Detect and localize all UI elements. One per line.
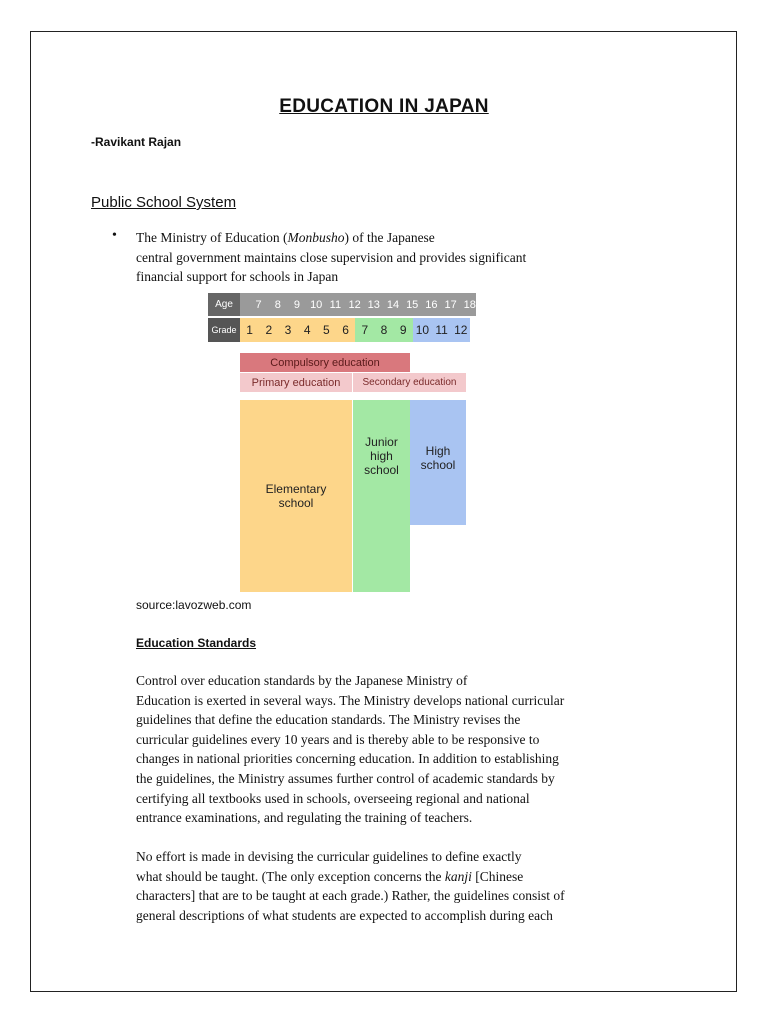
bullet-line: central government maintains close supervision and provides significant (136, 249, 527, 265)
grade-cell: 2 (259, 318, 278, 342)
paragraph-line: Control over education standards by the Japanese Ministry of (136, 673, 468, 688)
bullet-line: financial support for schools in Japan (136, 269, 339, 284)
paragraph-line: entrance examinations, and regulating the training of teachers. (136, 810, 473, 826)
bullet-icon: • (112, 228, 117, 243)
high-school-block (410, 400, 466, 525)
paragraph-standards (136, 671, 656, 828)
paragraph-guidelines (136, 847, 656, 925)
paragraph-line: characters] that are to be taught at each grade.) Rather, the guidelines consist of (136, 888, 565, 904)
paragraph-line: Education is exerted in several ways. The Ministry develops national curricular (136, 692, 565, 708)
age-cell: 9 (293, 298, 301, 311)
paragraph-line: general descriptions of what students are expected to accomplish during each (136, 907, 553, 923)
junior-high-school-label: Junior high school (364, 435, 399, 477)
age-cell: 15 (406, 298, 419, 311)
paragraph-line: curricular guidelines every 10 years and is thereby able to be responsive to (136, 731, 540, 747)
compulsory-education-band: Compulsory education (240, 353, 410, 372)
age-cell: 17 (444, 298, 457, 311)
paragraph-line: changes in national priorities concerning education. In addition to establishing (136, 751, 559, 767)
paragraph-line: certifying all textbooks used in schools, overseeing regional and national (136, 790, 530, 806)
age-cell: 8 (274, 298, 281, 311)
document-title: EDUCATION IN JAPAN (279, 96, 489, 117)
grade-header: Grade (208, 318, 240, 342)
age-header: Age (208, 293, 240, 316)
age-cell: 14 (386, 298, 400, 311)
grade-cell: 9 (394, 318, 413, 342)
education-standards-heading: Education Standards (136, 636, 257, 650)
grade-cell: 4 (298, 318, 317, 342)
junior-high-school-block (353, 400, 410, 592)
age-cell: 12 (348, 298, 361, 311)
paragraph-line: the guidelines, the Ministry assumes further control of academic standards by (136, 770, 555, 786)
grade-cell: 1 (240, 318, 259, 342)
age-cell: 10 (310, 298, 323, 311)
section-heading: Public School System (91, 194, 237, 211)
primary-education-band: Primary education (240, 373, 352, 392)
age-cell: 18 (463, 298, 476, 311)
grade-cell: 8 (374, 318, 393, 342)
paragraph-line: No effort is made in devising the curricular guidelines to define exactly (136, 849, 522, 864)
grade-cell: 5 (317, 318, 336, 342)
age-cell: 11 (329, 298, 342, 311)
paragraph-line: guidelines that define the education standards. The Ministry revises the (136, 712, 521, 728)
high-school-label: High school (420, 443, 456, 472)
secondary-education-band: Secondary education (353, 373, 466, 392)
grade-cell: 6 (336, 318, 355, 342)
grade-cell: 3 (278, 318, 297, 342)
grade-cell: 12 (451, 318, 470, 342)
age-cell: 7 (255, 298, 262, 311)
age-cell: 13 (367, 298, 380, 311)
author-line: -Ravikant Rajan (91, 135, 182, 149)
elementary-school-label: Elementary school (265, 482, 327, 510)
image-source: source:lavozweb.com (136, 598, 252, 612)
grade-cell: 7 (355, 318, 374, 342)
paragraph-line: what should be taught. (The only exception concerns the kanji [Chinese (136, 868, 524, 884)
grade-cell: 11 (432, 318, 451, 342)
elementary-school-block (240, 400, 352, 592)
bullet-line: The Ministry of Education (Monbusho) of the Japanese (136, 230, 435, 245)
grade-cell: 10 (413, 318, 432, 342)
age-cell: 16 (425, 298, 438, 311)
